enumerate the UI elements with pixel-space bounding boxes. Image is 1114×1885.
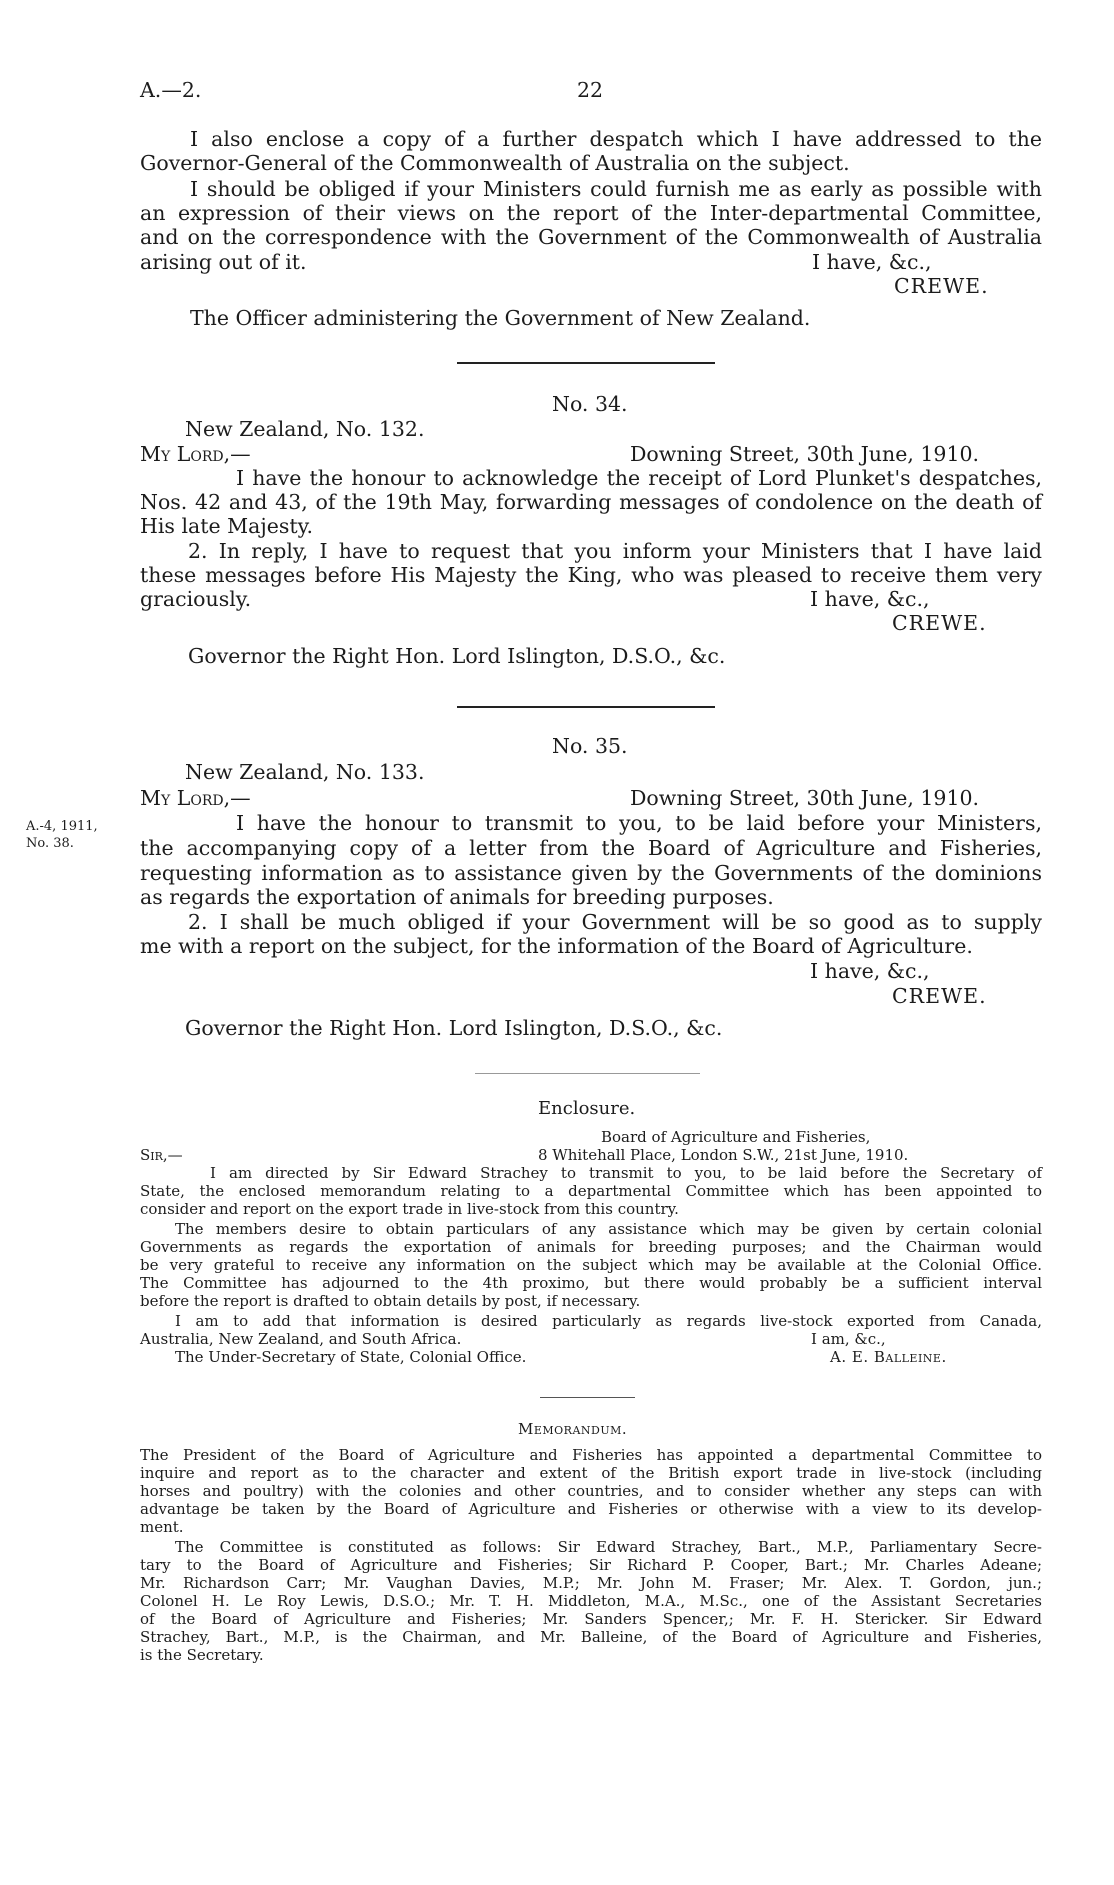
section-divider <box>540 1397 635 1398</box>
text-line: as regards the exportation of animals for breeding purposes. <box>140 885 774 909</box>
sender-place-date: 8 Whitehall Place, London S.W., 21st June, 1910. <box>538 1146 909 1164</box>
enclosure-heading: Enclosure. <box>538 1098 636 1119</box>
text-line: The Committee is constituted as follows: Sir Edward Strachey, Bart., M.P., Parliamentary Secre- <box>175 1538 1042 1556</box>
letter-number: No. 35. <box>552 734 628 758</box>
text-line: The Committee has adjourned to the 4th proximo, but there would probably be a sufficient interval <box>140 1274 1042 1292</box>
salutation: My Lord,— <box>140 442 251 466</box>
text-line: be very grateful to receive any information on the subject which may be available at the Colonial Office. <box>140 1256 1042 1274</box>
section-divider <box>457 362 715 364</box>
text-line: before the report is drafted to obtain details by post, if necessary. <box>140 1292 641 1310</box>
text-line: Nos. 42 and 43, of the 19th May, forwarding messages of condolence on the death of <box>140 490 1042 514</box>
place-date: Downing Street, 30th June, 1910. <box>630 786 980 810</box>
text-line: His late Majesty. <box>140 514 313 538</box>
text-line: Australia, New Zealand, and South Africa. <box>140 1330 462 1348</box>
text-line: the accompanying copy of a letter from the Board of Agriculture and Fisheries, <box>140 836 1042 860</box>
text-line: arising out of it. <box>140 250 307 274</box>
closing: I have, &c., <box>812 250 932 274</box>
text-line: Governments as regards the exportation of animals for breeding purposes; and the Chairman would <box>140 1238 1042 1256</box>
signature: CREWE. <box>894 274 989 298</box>
text-line: and on the correspondence with the Government of the Commonwealth of Australia <box>140 225 1042 249</box>
text-line: ment. <box>140 1518 184 1536</box>
addressee: Governor the Right Hon. Lord Islington, D.S.O., &c. <box>188 644 726 668</box>
signature: A. E. Balleine. <box>830 1348 947 1366</box>
closing: I am, &c., <box>811 1330 886 1348</box>
letter-ref: New Zealand, No. 133. <box>185 760 425 784</box>
text-line: State, the enclosed memorandum relating to a departmental Committee which has been appointed to <box>140 1182 1042 1200</box>
closing: I have, &c., <box>810 959 930 983</box>
text-line: I am to add that information is desired particularly as regards live-stock exported from Canada, <box>175 1312 1042 1330</box>
text-line: I am directed by Sir Edward Strachey to transmit to you, to be laid before the Secretary of <box>210 1164 1042 1182</box>
addressee: Governor the Right Hon. Lord Islington, D.S.O., &c. <box>185 1016 723 1040</box>
text-line: The President of the Board of Agriculture and Fisheries has appointed a departmental Committee to <box>140 1446 1042 1464</box>
text-line: inquire and report as to the character and extent of the British export trade in live-stock (including <box>140 1464 1042 1482</box>
section-divider <box>457 706 715 708</box>
text-line: of the Board of Agriculture and Fisheries; Mr. Sanders Spencer,; Mr. F. H. Stericker. Sir Edward <box>140 1610 1042 1628</box>
text-line: these messages before His Majesty the King, who was pleased to receive them very <box>140 563 1042 587</box>
text-line: Strachey, Bart., M.P., is the Chairman, and Mr. Balleine, of the Board of Agriculture and Fisheries, <box>140 1628 1042 1646</box>
text-line: advantage be taken by the Board of Agriculture and Fisheries or otherwise with a view to its develop- <box>140 1500 1042 1518</box>
closing: I have, &c., <box>810 587 930 611</box>
text-line: tary to the Board of Agriculture and Fisheries; Sir Richard P. Cooper, Bart.; Mr. Charles Adeane; <box>140 1556 1042 1574</box>
sender-address: Board of Agriculture and Fisheries, <box>601 1128 871 1146</box>
text-line: is the Secretary. <box>140 1646 264 1664</box>
addressee: The Under-Secretary of State, Colonial Office. <box>175 1348 527 1366</box>
addressee: The Officer administering the Government of New Zealand. <box>190 306 811 330</box>
text-line: I have the honour to acknowledge the receipt of Lord Plunket's despatches, <box>236 466 1042 490</box>
text-line: consider and report on the export trade in live-stock from this country. <box>140 1200 679 1218</box>
text-line: I have the honour to transmit to you, to be laid before your Ministers, <box>236 811 1042 835</box>
signature: CREWE. <box>892 984 987 1008</box>
text-line: Mr. Richardson Carr; Mr. Vaughan Davies, M.P.; Mr. John M. Fraser; Mr. Alex. T. Gordon, jun.; <box>140 1574 1042 1592</box>
text-line: me with a report on the subject, for the information of the Board of Agriculture. <box>140 934 973 958</box>
text-line: 2. I shall be much obliged if your Government will be so good as to supply <box>188 910 1042 934</box>
margin-reference <box>26 818 98 852</box>
memorandum-heading: Memorandum. <box>518 1420 628 1438</box>
text-line: I should be obliged if your Ministers could furnish me as early as possible with <box>190 177 1042 201</box>
text-line: requesting information as to assistance given by the Governments of the dominions <box>140 861 1042 885</box>
salutation: My Lord,— <box>140 786 251 810</box>
text-line: an expression of their views on the report of the Inter-departmental Committee, <box>140 201 1042 225</box>
section-divider <box>475 1073 700 1074</box>
page-reference: A.—2. <box>140 78 202 102</box>
signature: CREWE. <box>892 611 987 635</box>
margin-reference-line: A.-4, 1911, <box>26 819 98 834</box>
salutation: Sir,— <box>140 1146 183 1164</box>
place-date: Downing Street, 30th June, 1910. <box>630 442 980 466</box>
text-line: Governor-General of the Commonwealth of Australia on the subject. <box>140 151 850 175</box>
text-line: The members desire to obtain particulars of any assistance which may be given by certain colonial <box>175 1220 1042 1238</box>
text-line: Colonel H. Le Roy Lewis, D.S.O.; Mr. T. H. Middleton, M.A., M.Sc., one of the Assistant Secretaries <box>140 1592 1042 1610</box>
text-line: I also enclose a copy of a further despatch which I have addressed to the <box>190 127 1042 151</box>
letter-ref: New Zealand, No. 132. <box>185 417 425 441</box>
text-line: 2. In reply, I have to request that you inform your Ministers that I have laid <box>188 539 1042 563</box>
margin-reference-line: No. 38. <box>26 836 74 851</box>
text-line: horses and poultry) with the colonies and other countries, and to consider whether any steps can with <box>140 1482 1042 1500</box>
page-number: 22 <box>577 78 604 102</box>
letter-number: No. 34. <box>552 392 628 416</box>
text-line: graciously. <box>140 587 252 611</box>
